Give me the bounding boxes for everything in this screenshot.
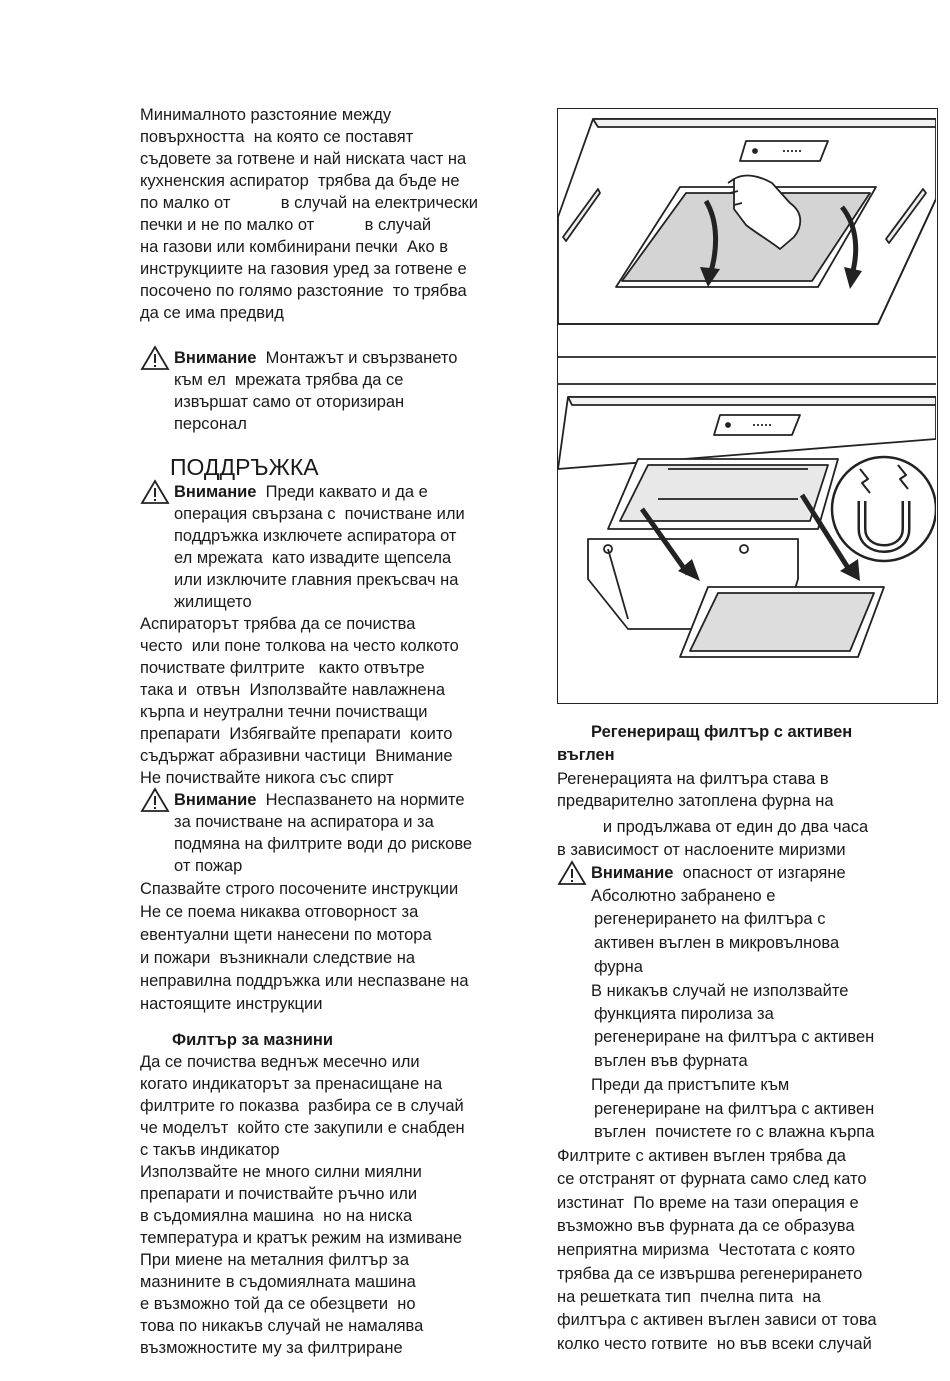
text-line: активен въглен в микровълнова — [594, 934, 840, 952]
text-line: температура и кратък режим на измиване — [140, 1229, 463, 1247]
text-line: жилището — [174, 593, 252, 611]
text-line: фурна — [594, 958, 643, 976]
text-line: когато индикаторът за пренасищане на — [140, 1075, 443, 1093]
text-line: Не почиствайте никога със спирт — [140, 769, 394, 787]
filter-removal-figure — [557, 108, 938, 704]
text-line: повърхността на която се поставят — [140, 128, 414, 146]
text-line: Минималното разстояние между — [140, 106, 392, 124]
text-line: предварително затоплена фурна на — [557, 792, 834, 810]
filter-illustration — [558, 109, 936, 702]
text-line: и пожари възникнали следствие на — [140, 949, 416, 967]
text-line: по малко от в случай на електрически — [140, 194, 478, 212]
text-line: изстинат По време на тази операция е — [557, 1194, 859, 1212]
text-line: Абсолютно забранено е — [591, 887, 776, 905]
text-line: Филтрите с активен въглен трябва да — [557, 1147, 846, 1165]
text-line: така и отвън Използвайте навлажнена — [140, 681, 446, 699]
text-line: че моделът който сте закупили е снабден — [140, 1119, 465, 1137]
section-heading-carbon-filter-cont: въглен — [557, 746, 615, 764]
text-line: Да се почиства веднъж месечно или — [140, 1053, 420, 1071]
text-line: да се има предвид — [140, 304, 284, 322]
text-line: кърпа и неутрални течни почистващи — [140, 703, 428, 721]
text-line: Аспираторът трябва да се почиства — [140, 615, 416, 633]
text-line: филтрите го показва разбира се в случай — [140, 1097, 464, 1115]
text-line: Преди каквато и да е — [256, 483, 428, 501]
text-line: е възможно той да се обезцвети но — [140, 1295, 416, 1313]
text-line: настоящите инструкции — [140, 995, 323, 1013]
warning-label: Внимание — [174, 349, 257, 367]
text-line: на решетката тип пчелна пита на — [557, 1288, 821, 1306]
text-line: почиствате филтрите както отвътре — [140, 659, 425, 677]
text-line: Регенерацията на филтъра става в — [557, 770, 829, 788]
text-line: регенериране на филтъра с активен — [594, 1100, 875, 1118]
text-line: от пожар — [174, 857, 243, 875]
text-line: Монтажът и свързването — [256, 349, 458, 367]
text-line: препарати Избягвайте препарати които — [140, 725, 453, 743]
text-line: и продължава от един до два часа — [557, 818, 869, 836]
warning-triangle-icon — [557, 860, 587, 886]
text-line: инструкциите на газовия уред за готвене е — [140, 260, 467, 278]
warning-label: Внимание — [591, 864, 674, 882]
section-heading-grease-filter: Филтър за мазнини — [172, 1031, 334, 1049]
text-line: Използвайте не много силни миялни — [140, 1163, 422, 1181]
text-line: колко често готвите но във всеки случай — [557, 1335, 872, 1353]
magnet-icon — [832, 457, 936, 561]
text-line: регенерирането на филтъра с — [594, 910, 826, 928]
text-line: на газови или комбинирани печки Ако в — [140, 238, 448, 256]
text-line: печки и не по малко от в случай — [140, 216, 432, 234]
text-line: кухненския аспиратор трябва да бъде не — [140, 172, 460, 190]
text-line: в зависимост от наслоените миризми — [557, 841, 846, 859]
warning-triangle-icon — [140, 787, 170, 813]
warning-label: Внимание — [174, 791, 257, 809]
text-line: често или поне толкова на често колкото — [140, 637, 459, 655]
section-heading-maintenance: ПОДДРЪЖКА — [170, 454, 319, 480]
text-line: съдържат абразивни частици Внимание — [140, 747, 453, 765]
text-line: операция свързана с почистване или — [174, 505, 465, 523]
text-line: подмяна на филтрите води до рискове — [174, 835, 473, 853]
text-line: опасност от изгаряне — [673, 864, 846, 882]
warning-triangle-icon — [140, 479, 170, 505]
text-line: това по никакъв случай не намалява — [140, 1317, 424, 1335]
text-line: мазнините в съдомиялната машина — [140, 1273, 416, 1291]
text-line: се отстранят от фурната само след като — [557, 1170, 867, 1188]
text-line: неправилна поддръжка или неспазване на — [140, 972, 469, 990]
text-line: възможно във фурната да се образува — [557, 1217, 855, 1235]
text-line: посочено по голямо разстояние то трябва — [140, 282, 467, 300]
text-line: съдовете за готвене и най ниската част на — [140, 150, 467, 168]
text-line: извършат само от оторизиран — [174, 393, 405, 411]
text-line: евентуални щети нанесени по мотора — [140, 926, 432, 944]
text-line: въглен почистете го с влажна кърпа — [594, 1123, 875, 1141]
text-line: филтъра с активен въглен зависи от това — [557, 1311, 877, 1329]
hand-removing-filter-icon — [558, 119, 936, 324]
text-line: неприятна миризма Честотата с която — [557, 1241, 856, 1259]
text-line: Не се поема никаква отговорност за — [140, 903, 419, 921]
text-line: въглен във фурната — [594, 1052, 748, 1070]
text-line: функцията пиролиза за — [594, 1005, 774, 1023]
text-line: с такъв индикатор — [140, 1141, 280, 1159]
text-line: ел мрежата като извадите щепсела — [174, 549, 452, 567]
section-heading-carbon-filter: Регенериращ филтър с активен — [591, 723, 853, 741]
text-line: Неспазването на нормите — [256, 791, 465, 809]
text-line: При миене на металния филтър за — [140, 1251, 410, 1269]
text-line: препарати и почиствайте ръчно или — [140, 1185, 418, 1203]
text-line: възможностите му за филтриране — [140, 1339, 403, 1357]
text-line: в съдомиялна машина но на ниска — [140, 1207, 413, 1225]
warning-label: Внимание — [174, 483, 257, 501]
text-line: поддръжка изключете аспиратора от — [174, 527, 457, 545]
text-line: трябва да се извършва регенерирането — [557, 1265, 863, 1283]
text-line: Преди да пристъпите към — [591, 1076, 790, 1094]
warning-triangle-icon — [140, 345, 170, 371]
text-line: или изключите главния прекъсвач на — [174, 571, 459, 589]
text-line: Спазвайте строго посочените инструкции — [140, 880, 459, 898]
text-line: регенериране на филтъра с активен — [594, 1028, 875, 1046]
text-line: за почистване на аспиратора и за — [174, 813, 434, 831]
text-line: В никакъв случай не използвайте — [591, 982, 849, 1000]
text-line: към ел мрежата трябва да се — [174, 371, 404, 389]
text-line: персонал — [174, 415, 247, 433]
